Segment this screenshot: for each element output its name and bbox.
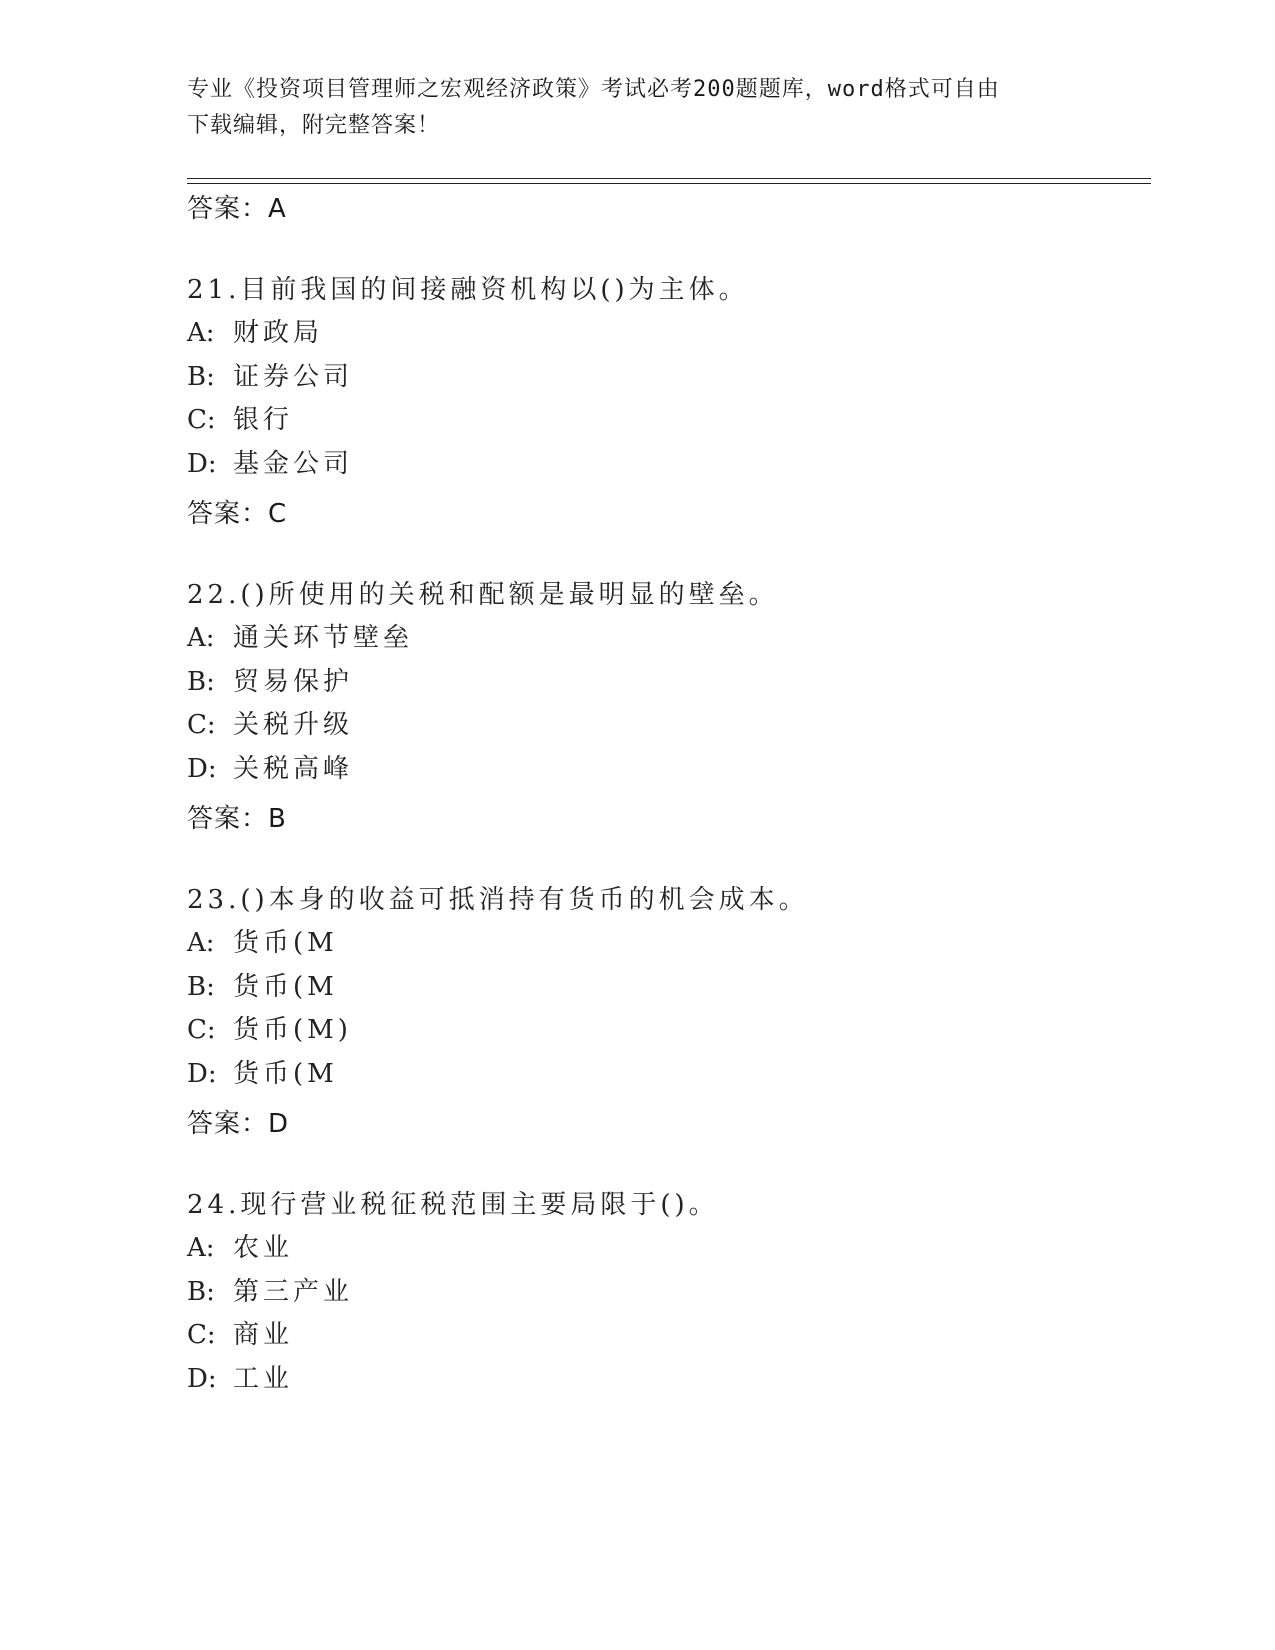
option-d (187, 1057, 338, 1091)
header-line-1: 专业《投资项目管理师之宏观经济政策》考试必考200题题库，word格式可自由 (187, 77, 1000, 102)
option-a (187, 316, 323, 350)
option-text: 关税高峰 (233, 754, 354, 784)
option-text: 农业 (233, 1233, 294, 1263)
option-text: 通关环节壁垒 (233, 623, 414, 653)
option-label: A: (187, 928, 215, 958)
option-text: 证券公司 (233, 362, 354, 392)
option-c (187, 1013, 352, 1047)
option-b (187, 970, 338, 1004)
option-b (187, 360, 353, 394)
previous-answer: 答案：A (187, 194, 287, 224)
option-label: C: (187, 1015, 216, 1045)
option-text: 贸易保护 (233, 667, 354, 697)
option-label: B: (187, 1277, 215, 1307)
question-title: 24.现行营业税征税范围主要局限于()。 (187, 1190, 719, 1220)
option-label: C: (187, 405, 216, 435)
option-label: D: (187, 1364, 217, 1394)
answer-line: 答案：B (187, 804, 287, 834)
option-text: 工业 (233, 1364, 294, 1394)
option-c (187, 708, 353, 742)
document-header (187, 72, 1087, 144)
option-text: 财政局 (233, 318, 324, 348)
option-label: C: (187, 1320, 216, 1350)
option-c (187, 1318, 293, 1352)
option-d (187, 447, 353, 481)
question-title: 21.目前我国的间接融资机构以()为主体。 (187, 275, 749, 305)
option-label: C: (187, 710, 216, 740)
option-label: D: (187, 1059, 217, 1089)
question-title: 23.()本身的收益可抵消持有货币的机会成本。 (187, 885, 809, 915)
option-text: 货币(M) (233, 1015, 352, 1045)
header-divider-bottom (187, 183, 1151, 184)
question-title: 22.()所使用的关税和配额是最明显的壁垒。 (187, 580, 779, 610)
option-text: 银行 (233, 405, 294, 435)
option-label: A: (187, 1233, 215, 1263)
option-label: B: (187, 972, 215, 1002)
answer-line: 答案：C (187, 499, 288, 529)
option-d (187, 752, 353, 786)
option-text: 货币(M (233, 1059, 338, 1089)
option-text: 关税升级 (233, 710, 354, 740)
option-label: D: (187, 449, 217, 479)
option-a (187, 1231, 293, 1265)
option-label: D: (187, 754, 217, 784)
option-b (187, 665, 353, 699)
option-label: A: (187, 623, 215, 653)
option-text: 第三产业 (233, 1277, 354, 1307)
option-a (187, 926, 338, 960)
option-text: 货币(M (233, 972, 338, 1002)
option-a (187, 621, 413, 655)
option-label: B: (187, 362, 215, 392)
answer-line: 答案：D (187, 1109, 290, 1139)
option-label: B: (187, 667, 215, 697)
header-line-2: 下载编辑，附完整答案！ (187, 113, 441, 138)
option-b (187, 1275, 353, 1309)
option-label: A: (187, 318, 215, 348)
option-text: 商业 (233, 1320, 294, 1350)
option-text: 货币(M (233, 928, 338, 958)
option-c (187, 403, 293, 437)
option-text: 基金公司 (233, 449, 354, 479)
header-divider-top (187, 178, 1151, 179)
option-d (187, 1362, 293, 1396)
